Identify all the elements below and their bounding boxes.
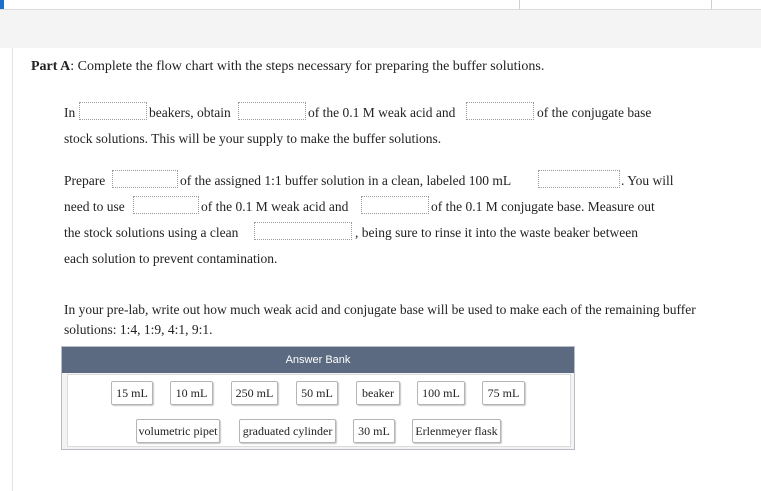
- toolbar-accent: [0, 0, 4, 9]
- drop-target-conjugate-base-volume[interactable]: [466, 102, 534, 120]
- step1-conjugate-base-text: of the conjugate base: [537, 105, 652, 120]
- answer-chip-beaker[interactable]: beaker: [356, 381, 400, 405]
- toolbar-divider: [711, 0, 712, 9]
- step2-stock-using-text: the stock solutions using a clean: [64, 225, 239, 240]
- prelab-text-line2: solutions: 1:4, 1:9, 4:1, 9:1.: [64, 322, 213, 337]
- step2-weak-acid-text: of the 0.1 M weak acid and: [201, 199, 349, 214]
- step2-each-solution-text: each solution to prevent contamination.: [64, 251, 278, 266]
- top-toolbar: [0, 0, 761, 10]
- step2-conjugate-base-text: of the 0.1 M conjugate base. Measure out: [431, 199, 655, 214]
- prelab-text-line1: In your pre-lab, write out how much weak acid and conjugate base will be used to make each of the remaining buffer: [64, 302, 696, 317]
- step2-prepare-text: Prepare: [64, 173, 106, 188]
- drop-target-conjugate-base-amount[interactable]: [361, 196, 429, 214]
- part-label: Part A: [31, 59, 71, 74]
- answer-chip-100-ml[interactable]: 100 mL: [417, 381, 465, 405]
- answer-chip-erlenmeyer-flask[interactable]: Erlenmeyer flask: [412, 419, 501, 443]
- step2-assigned-text: of the assigned 1:1 buffer solution in a clean, labeled 100 mL: [180, 173, 512, 188]
- step2-you-will-text: . You will: [621, 173, 674, 188]
- drop-target-buffer-volume[interactable]: [112, 170, 178, 188]
- step1-beakers-obtain-text: beakers, obtain: [149, 105, 231, 120]
- drop-target-labeled-container[interactable]: [538, 170, 620, 188]
- step1-weak-acid-text: of the 0.1 M weak acid and: [308, 105, 456, 120]
- answer-chip-30-ml[interactable]: 30 mL: [353, 419, 395, 443]
- step1-supply-text: stock solutions. This will be your supply to make the buffer solutions.: [64, 131, 442, 146]
- answer-chip-volumetric-pipet[interactable]: volumetric pipet: [136, 419, 220, 443]
- step1-in-text: In: [64, 105, 76, 120]
- answer-bank-title: Answer Bank: [62, 347, 574, 373]
- answer-chip-250-ml[interactable]: 250 mL: [231, 381, 278, 405]
- answer-chip-75-ml[interactable]: 75 mL: [482, 381, 525, 405]
- part-title: [31, 59, 544, 75]
- answer-chip-15-ml[interactable]: 15 mL: [111, 381, 153, 405]
- drop-target-weak-acid-amount[interactable]: [133, 196, 199, 214]
- answer-chip-graduated-cylinder[interactable]: graduated cylinder: [239, 419, 336, 443]
- drop-target-measuring-tool[interactable]: [254, 222, 352, 240]
- answer-chip-10-ml[interactable]: 10 mL: [170, 381, 213, 405]
- toolbar-divider: [519, 0, 520, 9]
- step2-need-to-use-text: need to use: [64, 199, 125, 214]
- page-background: [0, 10, 761, 48]
- step2-rinse-text: , being sure to rinse it into the waste beaker between: [355, 225, 639, 240]
- part-instruction: : Complete the flow chart with the steps necessary for preparing the buffer solutions.: [70, 59, 545, 74]
- drop-target-beaker-count[interactable]: [79, 102, 147, 120]
- answer-chip-50-ml[interactable]: 50 mL: [296, 381, 338, 405]
- drop-target-weak-acid-volume[interactable]: [238, 102, 306, 120]
